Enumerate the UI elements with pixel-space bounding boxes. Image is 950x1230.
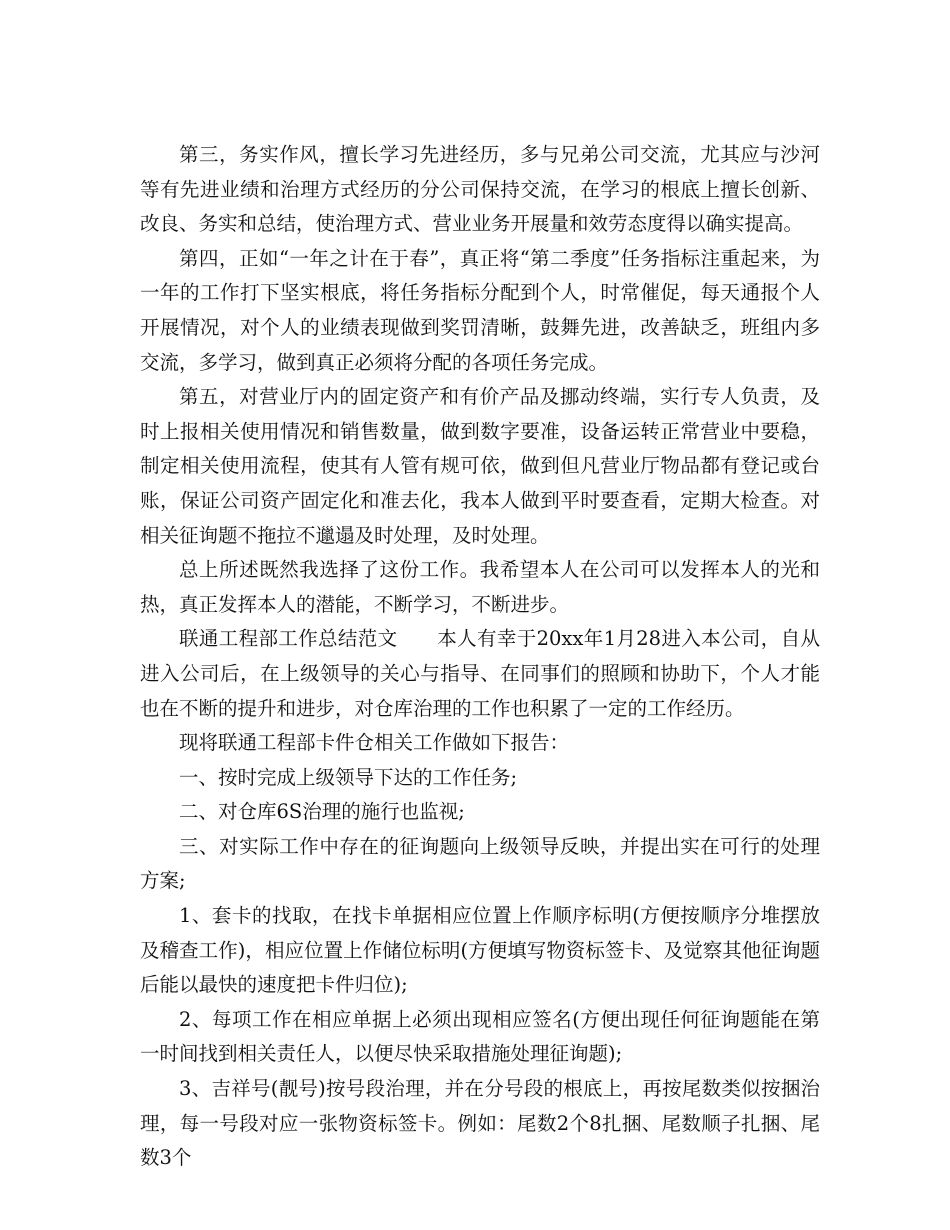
sub-item-one: 1、套卡的找取，在找卡单据相应位置上作顺序标明(方便按顺序分堆摆放及稽查工作)，相应位置上作储位标明(方便填写物资标签卡、及觉察其他征询题后能以最快的速度把卡件归位); <box>140 904 820 997</box>
paragraph-engineering-summary-intro: 联通工程部工作总结范文 本人有幸于20xx年1月28进入本公司，自从进入公司后，在上级领导的关心与指导、在同事们的照顾和协助下，个人才能也在不断的提升和进步，对仓库治理的工作也积累了一定的工作经历。 <box>140 627 820 720</box>
list-item-one: 一、按时完成上级领导下达的工作任务; <box>179 765 518 789</box>
paragraph-summary: 总上所述既然我选择了这份工作。我希望本人在公司可以发挥本人的光和热，真正发挥本人的潜能，不断学习，不断进步。 <box>140 558 820 616</box>
paragraph-third-point: 第三，务实作风，擅长学习先进经历，多与兄弟公司交流，尤其应与沙河等有先进业绩和治理方式经历的分公司保持交流，在学习的根底上擅长创新、改良、务实和总结，使治理方式、营业业务开展量和效劳态度得以确实提高。 <box>140 143 820 236</box>
document-body <box>140 138 820 1176</box>
paragraph-fifth-point: 第五，对营业厅内的固定资产和有价产品及挪动终端，实行专人负责，及时上报相关使用情况和销售数量，做到数字要准，设备运转正常营业中要稳，制定相关使用流程，使其有人管有规可依，做到但凡营业厅物品都有登记或台账，保证公司资产固定化和准去化，我本人做到平时要查看，定期大检查。对相关征询题不拖拉不邋遢及时处理，及时处理。 <box>140 385 820 547</box>
sub-item-three: 3、吉祥号(靓号)按号段治理，并在分号段的根底上，再按尾数类似按捆治理，每一号段对应一张物资标签卡。例如：尾数2个8扎捆、尾数顺子扎捆、尾数3个 <box>140 1077 820 1170</box>
sub-item-two: 2、每项工作在相应单据上必须出现相应签名(方便出现任何征询题能在第一时间找到相关责任人，以便尽快采取措施处理征询题); <box>140 1007 820 1066</box>
paragraph-fourth-point: 第四，正如“一年之计在于春”，真正将“第二季度”任务指标注重起来，为一年的工作打下坚实根底，将任务指标分配到个人，时常催促，每天通报个人开展情况，对个人的业绩表现做到奖罚清晰，鼓舞先进，改善缺乏，班组内多交流，多学习，做到真正必须将分配的各项任务完成。 <box>140 246 820 374</box>
list-item-two: 二、对仓库6S治理的施行也监视; <box>179 800 465 824</box>
list-item-three: 三、对实际工作中存在的征询题向上级领导反映，并提出实在可行的处理方案; <box>140 834 820 893</box>
paragraph-report-lead: 现将联通工程部卡件仓相关工作做如下报告： <box>179 731 570 755</box>
